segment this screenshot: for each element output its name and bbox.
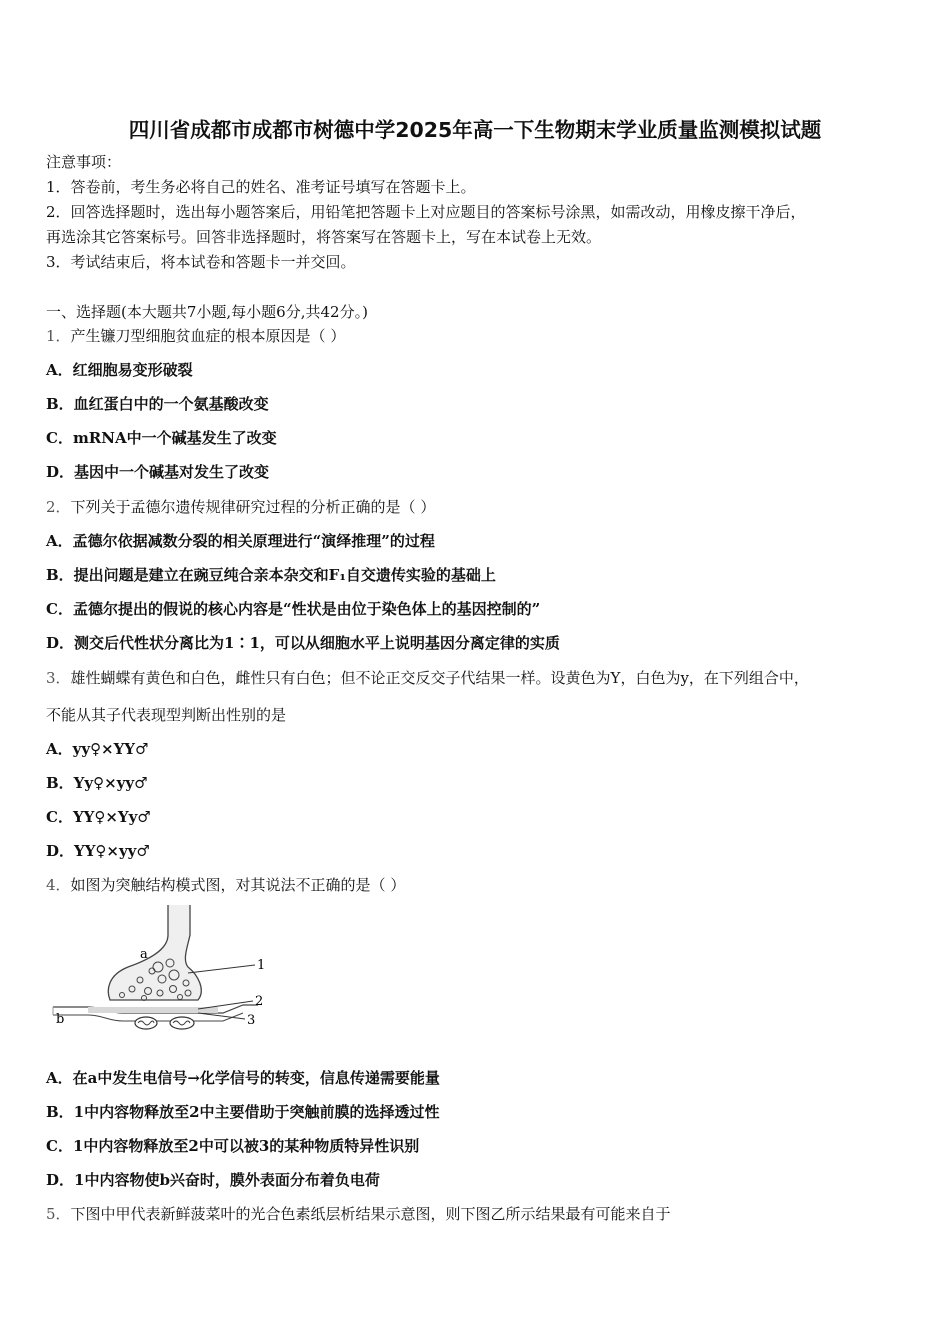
label-3: 3 (247, 1013, 256, 1028)
option-d[interactable]: D．1中内容物使b兴奋时，膜外表面分布着负电荷 (46, 1171, 380, 1189)
label-1: 1 (257, 958, 266, 973)
option-d[interactable]: D．YY♀×yy♂ (46, 842, 150, 860)
question-text-continued: 不能从其子代表现型判断出性别的是 (46, 706, 287, 724)
question-5 (46, 1204, 671, 1224)
question-number: 1． (46, 327, 71, 345)
question-text: 产生镰刀型细胞贫血症的根本原因是（ ） (70, 327, 346, 345)
option-a[interactable]: A．红细胞易变形破裂 (46, 361, 193, 379)
leader-line-1 (188, 965, 255, 973)
option-a[interactable]: A．在a中发生电信号→化学信号的转变，信息传递需要能量 (46, 1069, 440, 1087)
option-b[interactable]: B．血红蛋白中的一个氨基酸改变 (46, 395, 269, 413)
question-number: 3． (46, 669, 71, 687)
option-d[interactable]: D．测交后代性状分离比为1∶1，可以从细胞水平上说明基因分离定律的实质 (46, 634, 560, 652)
option-a[interactable]: A．yy♀×YY♂ (46, 740, 149, 758)
option-b[interactable]: B．提出问题是建立在豌豆纯合亲本杂交和F₁自交遗传实验的基础上 (46, 566, 496, 584)
option-b[interactable]: B．Yy♀×yy♂ (46, 774, 148, 792)
option-a[interactable]: A．孟德尔依据减数分裂的相关原理进行“演绎推理”的过程 (46, 532, 435, 550)
option-c[interactable]: C．1中内容物释放至2中可以被3的某种物质特异性识别 (46, 1137, 420, 1155)
cleft-shading (88, 1007, 218, 1013)
option-b[interactable]: B．1中内容物释放至2中主要借助于突触前膜的选择透过性 (46, 1103, 440, 1121)
mitochondrion (170, 1017, 194, 1029)
question-number: 2． (46, 498, 71, 516)
leader-line-3 (198, 1013, 245, 1019)
notice-item: 3．考试结束后，将本试卷和答题卡一并交回。 (46, 253, 356, 271)
notice-item: 2．回答选择题时，选出每小题答案后，用铅笔把答题卡上对应题目的答案标号涂黑，如需改动，用橡皮擦干净后， (46, 203, 806, 221)
notice-item: 再选涂其它答案标号。回答非选择题时，将答案写在答题卡上，写在本试卷上无效。 (46, 228, 602, 246)
option-c[interactable]: C．YY♀×Yy♂ (46, 808, 151, 826)
option-d[interactable]: D．基因中一个碱基对发生了改变 (46, 463, 270, 481)
label-b: b (56, 1012, 65, 1027)
option-c[interactable]: C．孟德尔提出的假说的核心内容是“性状是由位于染色体上的基因控制的” (46, 600, 541, 618)
question-number: 4． (46, 876, 71, 894)
question-number: 5． (46, 1205, 71, 1223)
notice-heading: 注意事项： (46, 153, 122, 171)
question-3 (46, 668, 809, 688)
label-a: a (140, 947, 148, 962)
question-2 (46, 497, 435, 517)
question-text: 下列关于孟德尔遗传规律研究过程的分析正确的是（ ） (70, 498, 436, 516)
question-text: 下图中甲代表新鲜菠菜叶的光合色素纸层析结果示意图，则下图乙所示结果最有可能来自于 (70, 1205, 671, 1223)
synapse-diagram (48, 905, 288, 1035)
section-heading: 一、选择题(本大题共7小题,每小题6分,共42分。) (46, 303, 368, 321)
notice-item: 1．答卷前，考生务必将自己的姓名、准考证号填写在答题卡上。 (46, 178, 476, 196)
label-2: 2 (255, 994, 264, 1009)
question-text: 雄性蝴蝶有黄色和白色，雌性只有白色；但不论正交反交子代结果一样。设黄色为Y，白色为y，在下列组合中， (70, 669, 809, 687)
question-1 (46, 326, 345, 346)
question-text: 如图为突触结构模式图，对其说法不正确的是（ ） (70, 876, 406, 894)
option-c[interactable]: C．mRNA中一个碱基发生了改变 (46, 429, 277, 447)
page-title: 四川省成都市成都市树德中学2025年高一下生物期末学业质量监测模拟试题 (128, 118, 822, 142)
question-4 (46, 875, 405, 895)
